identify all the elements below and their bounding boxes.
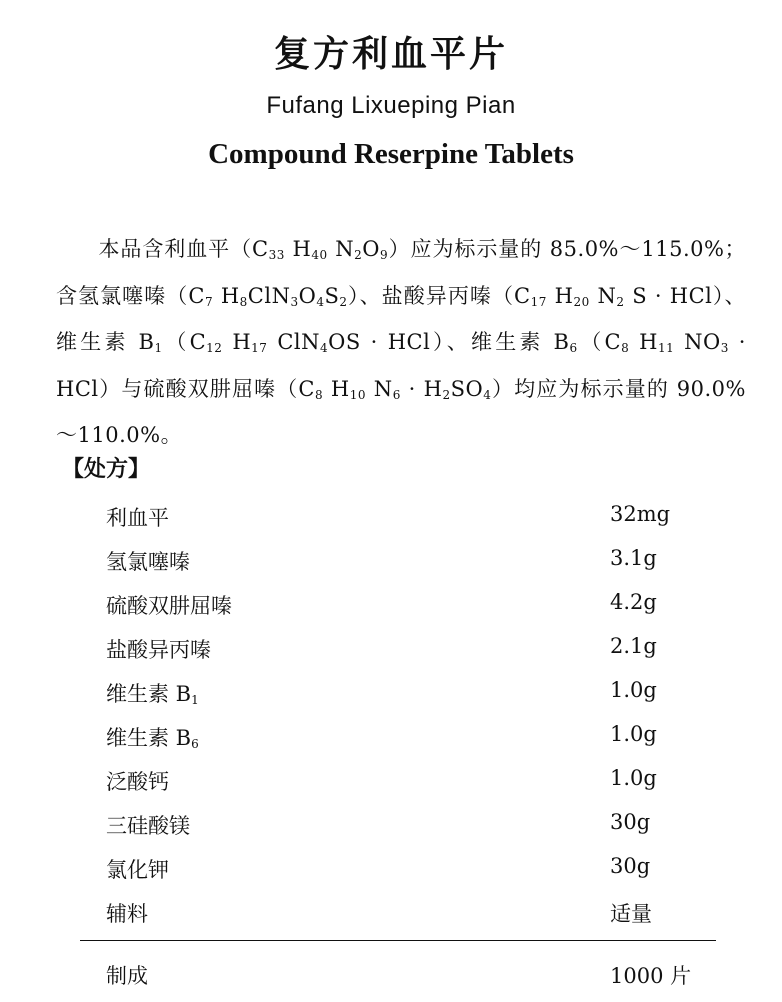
ingredient-amount: 32mg xyxy=(610,502,671,526)
ingredient-amount: 1.0g xyxy=(610,722,657,746)
total-amount: 1000 片 xyxy=(610,964,692,988)
ingredient-name: 辅料 xyxy=(106,902,148,926)
formula-row xyxy=(0,854,782,894)
ingredient-name: 维生素 $B_6$ xyxy=(106,726,199,751)
ingredient-name: 泛酸钙 xyxy=(106,770,169,794)
ingredient-name: 利血平 xyxy=(106,506,169,530)
formula-row xyxy=(0,766,782,806)
ingredient-name: 硫酸双肼屈嗪 xyxy=(106,594,232,618)
formula-row xyxy=(0,634,782,674)
formula-total-row xyxy=(0,960,782,1000)
divider xyxy=(80,940,716,941)
ingredient-amount: 30g xyxy=(610,854,651,878)
ingredient-amount: 3.1g xyxy=(610,546,657,570)
ingredient-name: 盐酸异丙嗪 xyxy=(106,638,211,662)
ingredient-amount: 2.1g xyxy=(610,634,657,658)
total-label: 制成 xyxy=(106,964,148,988)
formula-row xyxy=(0,810,782,850)
ingredient-amount: 4.2g xyxy=(610,590,657,614)
ingredient-name: 氯化钾 xyxy=(106,858,169,882)
title-pinyin: Fufang Lixueping Pian xyxy=(266,92,516,119)
ingredient-amount: 1.0g xyxy=(610,766,657,790)
formula-row xyxy=(0,502,782,542)
ingredient-amount: 适量 xyxy=(610,902,652,926)
formula-row xyxy=(0,546,782,586)
ingredient-name: 三硅酸镁 xyxy=(106,814,190,838)
ingredient-name: 维生素 $B_1$ xyxy=(106,682,199,707)
formula-heading: 【处方】 xyxy=(62,456,151,482)
title-english: Compound Reserpine Tablets xyxy=(208,138,574,170)
ingredient-amount: 1.0g xyxy=(610,678,657,702)
formula-row xyxy=(0,898,782,938)
ingredient-name: 氢氯噻嗪 xyxy=(106,550,190,574)
content-description: 本品含利血平（$C_{33}$ $H_{40}$ $N_2O_9$）应为标示量的 85.0%～115.0%；含氢氯噻嗪（$C_7$ $H_8ClN_3O_4S_2$）、盐酸异丙嗪（$C_{17}$ $H_{20}$ $N_2$ S · HCl）、维生素 $B_1(C_{12}$ $H_{17}$ ClN$_4$OS · HCl）、维生素 $B_6(C_8$ $H_{11}$ $NO_3 \cdot HCl$）与硫酸双肼屈嗪（$C_8$ $H_{10}$ $N_6 \cdot H_2SO_4$）均应为标示量的 90.0%～110.0%。 xyxy=(56,237,746,447)
formula-row xyxy=(0,722,782,762)
formula-row xyxy=(0,590,782,630)
title-chinese: 复方利血平片 xyxy=(273,34,508,75)
formula-row xyxy=(0,678,782,718)
ingredient-amount: 30g xyxy=(610,810,651,834)
